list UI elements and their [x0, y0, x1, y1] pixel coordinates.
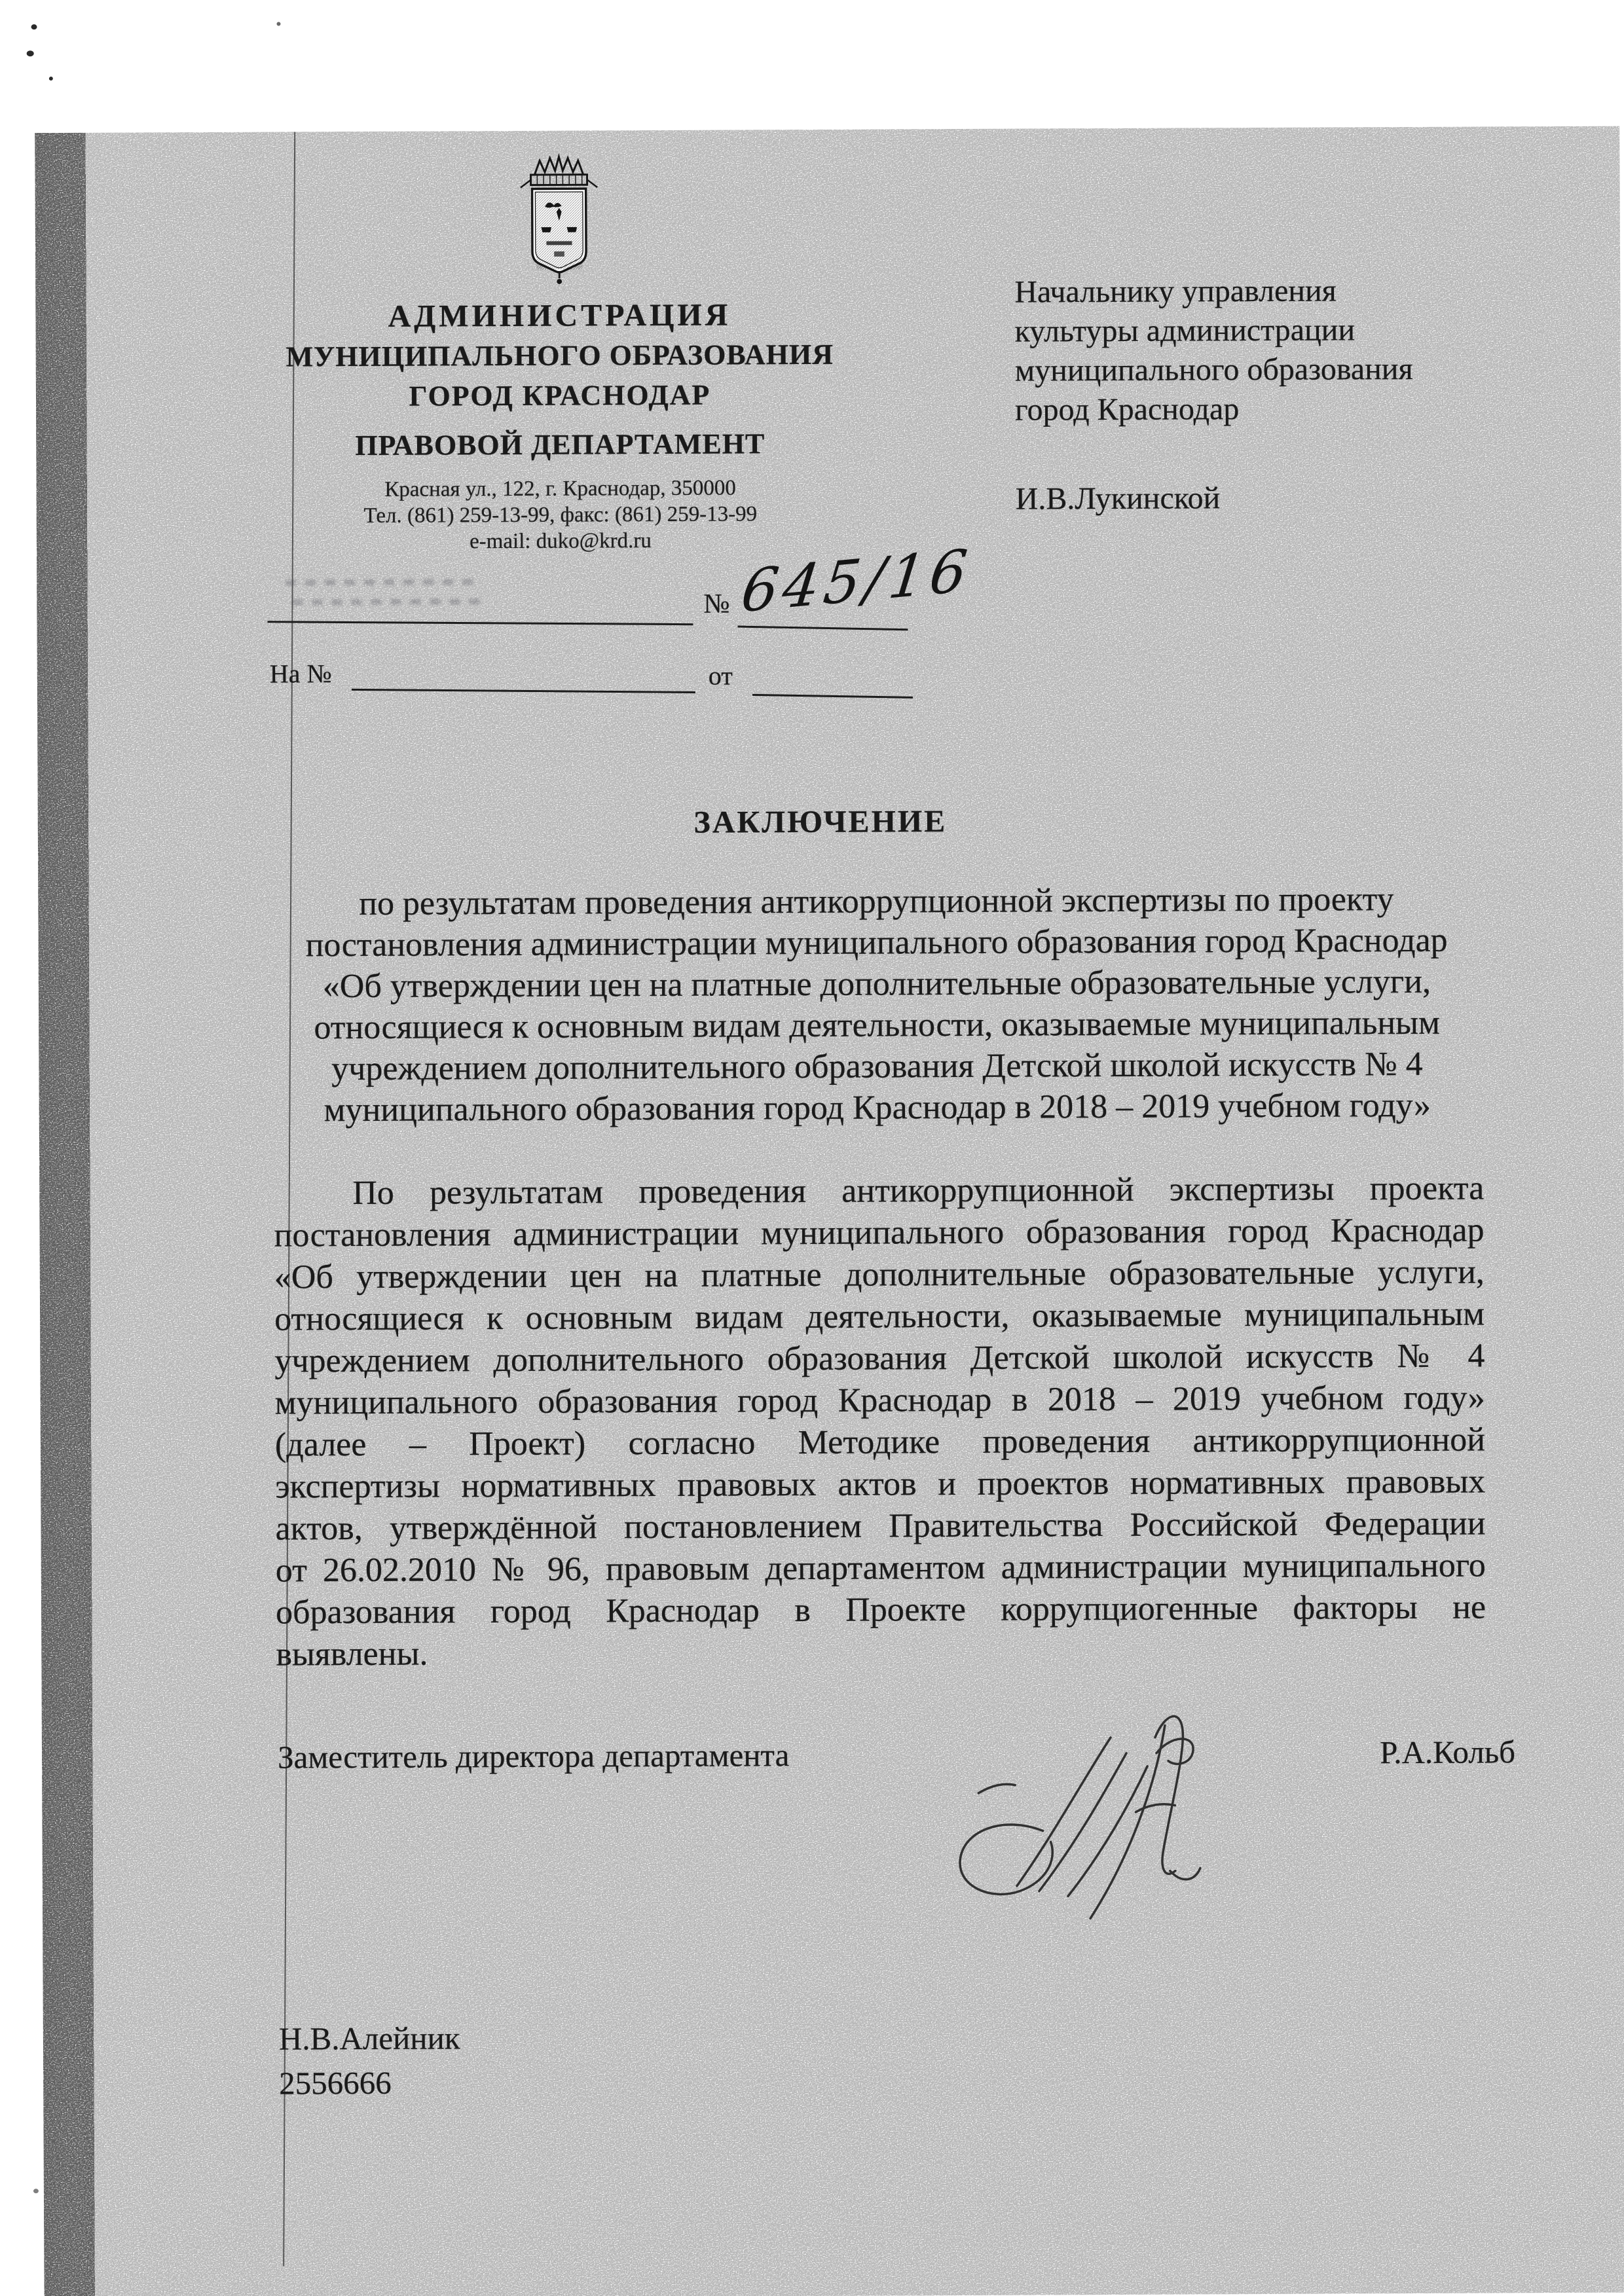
date-underline — [267, 621, 693, 625]
body-paragraph — [274, 1168, 1486, 1676]
scan-speck — [31, 24, 37, 29]
number-sign: № — [703, 589, 730, 619]
recipient-name: И.В.Лукинской — [1015, 481, 1221, 517]
body-line: актов, утверждённой постановлением Правительства Российской Федерации — [275, 1504, 1486, 1548]
recipient-line3: муниципального образования — [1014, 351, 1413, 388]
recipient-block — [1014, 270, 1540, 519]
handwritten-number: 645/16 — [737, 536, 976, 626]
handwritten-signature — [939, 1674, 1255, 1937]
number-underline — [738, 626, 908, 631]
faint-date-stamp — [286, 570, 482, 617]
letterhead — [231, 149, 888, 555]
subject-line: по результатам проведения антикоррупционной экспертизы по проекту — [359, 881, 1394, 923]
body-line: выявлены. — [276, 1635, 428, 1673]
org-name-line2: МУНИЦИПАЛЬНОГО ОБРАЗОВАНИЯ — [286, 338, 834, 373]
scan-speck — [33, 2189, 39, 2193]
body-line: муниципального образования город Краснодар в 2018 – 2019 учебном году» — [274, 1379, 1485, 1422]
scan-speck — [49, 77, 53, 81]
reply-number-label: На № — [269, 659, 332, 689]
body-line: «Об утверждении цен на платные дополнительные образовательные услуги, — [274, 1253, 1485, 1296]
scan-edge-shading — [35, 133, 90, 2296]
recipient-line4: город Краснодар — [1014, 392, 1240, 428]
subject-line: постановления администрации муниципального образования город Краснодар — [305, 921, 1448, 964]
executor-phone: 2556666 — [279, 2064, 392, 2102]
signer-position: Заместитель директора департамента — [277, 1737, 790, 1776]
body-line: (далее – Проект) согласно Методике проведения антикоррупционной — [274, 1421, 1486, 1464]
body-line: экспертизы нормативных правовых актов и проектов нормативных правовых — [275, 1463, 1486, 1506]
recipient-line2: культуры администрации — [1014, 312, 1356, 349]
body-line: относящиеся к основным видам деятельности, оказываемые муниципальным — [274, 1295, 1485, 1338]
signer-name: Р.А.Кольб — [1380, 1734, 1516, 1771]
scan-speck — [276, 22, 280, 26]
krasnodar-coat-of-arms-icon — [493, 150, 625, 291]
reply-number-underline — [352, 689, 695, 693]
recipient-line1: Начальнику управления — [1014, 273, 1337, 310]
department-name: ПРАВОВОЙ ДЕПАРТАМЕНТ — [355, 428, 766, 462]
scan-speck — [27, 50, 34, 56]
org-name-line1: АДМИНИСТРАЦИЯ — [388, 297, 731, 334]
org-name-line3: ГОРОД КРАСНОДАР — [409, 378, 711, 412]
address-line: Красная ул., 122, г. Краснодар, 350000 — [384, 476, 736, 501]
document-title: ЗАКЛЮЧЕНИЕ — [693, 804, 948, 840]
phone-fax-line: Тел. (861) 259-13-99, факс: (861) 259-13-99 — [363, 502, 758, 528]
body-line: По результатам проведения антикоррупционной экспертизы проекта — [352, 1169, 1485, 1212]
from-date-label: от — [708, 661, 733, 691]
body-line: учреждением дополнительного образования Детской школой искусств № 4 — [274, 1337, 1485, 1380]
subject-line: учреждением дополнительного образования Детской школой искусств № 4 — [331, 1045, 1423, 1088]
body-line: постановления администрации муниципального образования город Краснодар — [274, 1211, 1485, 1254]
email-line: e-mail: duko@krd.ru — [469, 529, 652, 554]
subject-line: муниципального образования город Краснодар в 2018 – 2019 учебном году» — [323, 1086, 1431, 1129]
subject-line: относящиеся к основным видам деятельности, оказываемые муниципальным — [314, 1004, 1441, 1047]
from-date-underline — [752, 694, 913, 699]
body-line: от 26.02.2010 № 96, правовым департаментом администрации муниципального — [275, 1546, 1486, 1590]
executor-name: Н.В.Алейник — [278, 2020, 460, 2057]
subject-paragraph — [261, 878, 1493, 1131]
body-line: образования город Краснодар в Проекте коррупциогенные факторы не — [275, 1588, 1486, 1631]
subject-line: «Об утверждении цен на платные дополнительные образовательные услуги, — [322, 962, 1431, 1006]
